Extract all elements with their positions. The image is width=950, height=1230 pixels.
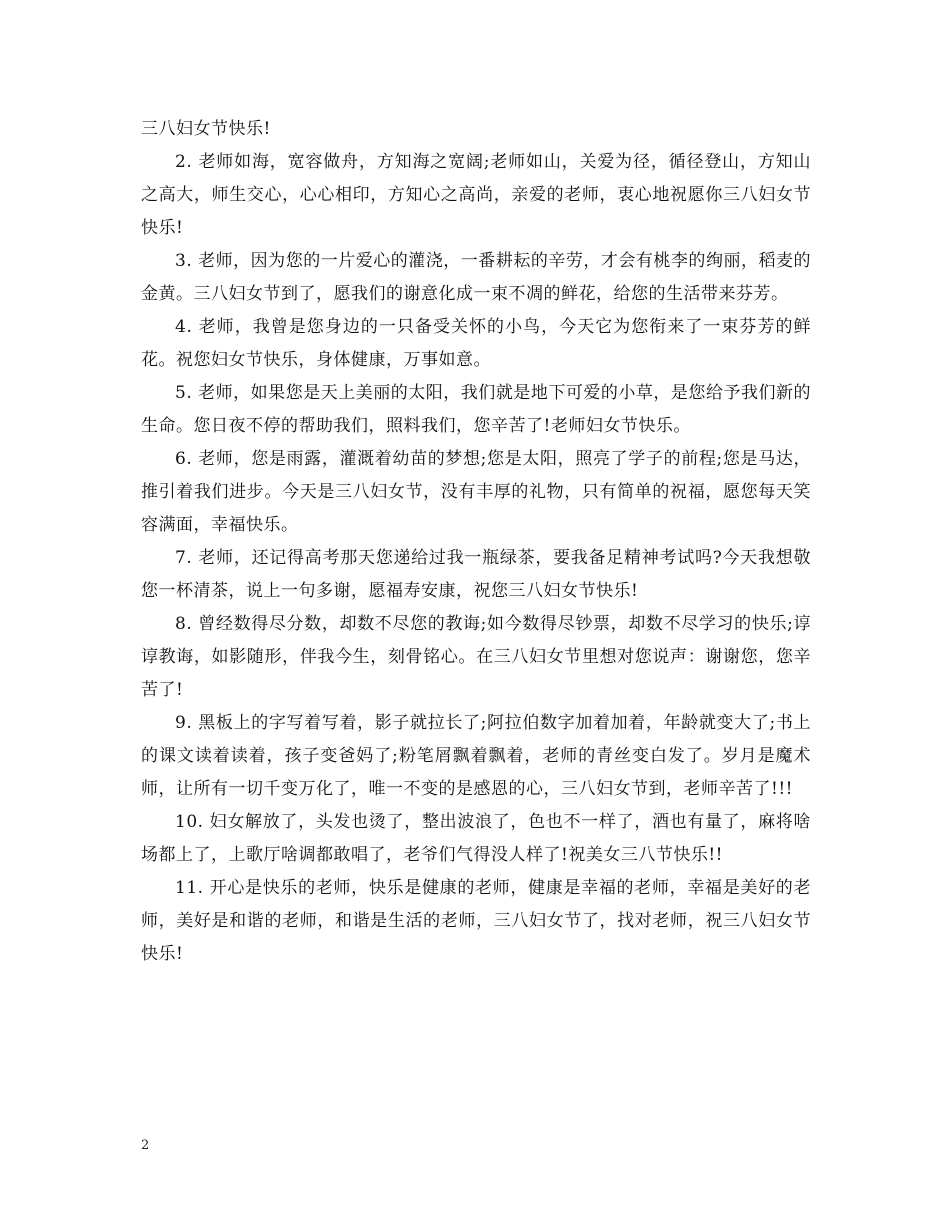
paragraph-item-11: 11. 开心是快乐的老师，快乐是健康的老师，健康是幸福的老师，幸福是美好的老师，美好是和谐的老师，和谐是生活的老师，三八妇女节了，找对老师，祝三八妇女节快乐! [141, 878, 811, 964]
paragraph-item-5: 5. 老师，如果您是天上美丽的太阳，我们就是地下可爱的小草，是您给予我们新的生命。您日夜不停的帮助我们，照料我们，您辛苦了!老师妇女节快乐。 [141, 383, 811, 436]
document-body [141, 113, 811, 971]
paragraph-continuation: 三八妇女节快乐! [141, 119, 271, 139]
paragraph-item-7: 7. 老师，还记得高考那天您递给过我一瓶绿茶，要我备足精神考试吗?今天我想敬您一杯清茶，说上一句多谢，愿福寿安康，祝您三八妇女节快乐! [141, 548, 811, 601]
paragraph-item-8: 8. 曾经数得尽分数，却数不尽您的教诲;如今数得尽钞票，却数不尽学习的快乐;谆谆教诲，如影随形，伴我今生，刻骨铭心。在三八妇女节里想对您说声：谢谢您，您辛苦了! [141, 614, 811, 700]
paragraph-item-3: 3. 老师，因为您的一片爱心的灌浇，一番耕耘的辛劳，才会有桃李的绚丽，稻麦的金黄。三八妇女节到了，愿我们的谢意化成一束不凋的鲜花，给您的生活带来芬芳。 [141, 251, 811, 304]
page-number: 2 [141, 1138, 150, 1153]
paragraph-item-9: 9. 黑板上的字写着写着，影子就拉长了;阿拉伯数字加着加着，年龄就变大了;书上的课文读着读着，孩子变爸妈了;粉笔屑飘着飘着，老师的青丝变白发了。岁月是魔术师，让所有一切千变万化了，唯一不变的是感恩的心，三八妇女节到，老师辛苦了!!! [141, 713, 811, 799]
paragraph-item-2: 2. 老师如海，宽容做舟，方知海之宽阔;老师如山，关爱为径，循径登山，方知山之高大，师生交心，心心相印，方知心之高尚，亲爱的老师，衷心地祝愿你三八妇女节快乐! [141, 152, 811, 238]
paragraph-item-10: 10. 妇女解放了，头发也烫了，整出波浪了，色也不一样了，酒也有量了，麻将啥场都上了，上歌厅啥调都敢唱了，老爷们气得没人样了!祝美女三八节快乐!! [141, 812, 811, 865]
paragraph-item-6: 6. 老师，您是雨露，灌溉着幼苗的梦想;您是太阳，照亮了学子的前程;您是马达，推引着我们进步。今天是三八妇女节，没有丰厚的礼物，只有简单的祝福，愿您每天笑容满面，幸福快乐。 [141, 449, 811, 535]
paragraph-item-4: 4. 老师，我曾是您身边的一只备受关怀的小鸟，今天它为您衔来了一束芬芳的鲜花。祝您妇女节快乐，身体健康，万事如意。 [141, 317, 811, 370]
